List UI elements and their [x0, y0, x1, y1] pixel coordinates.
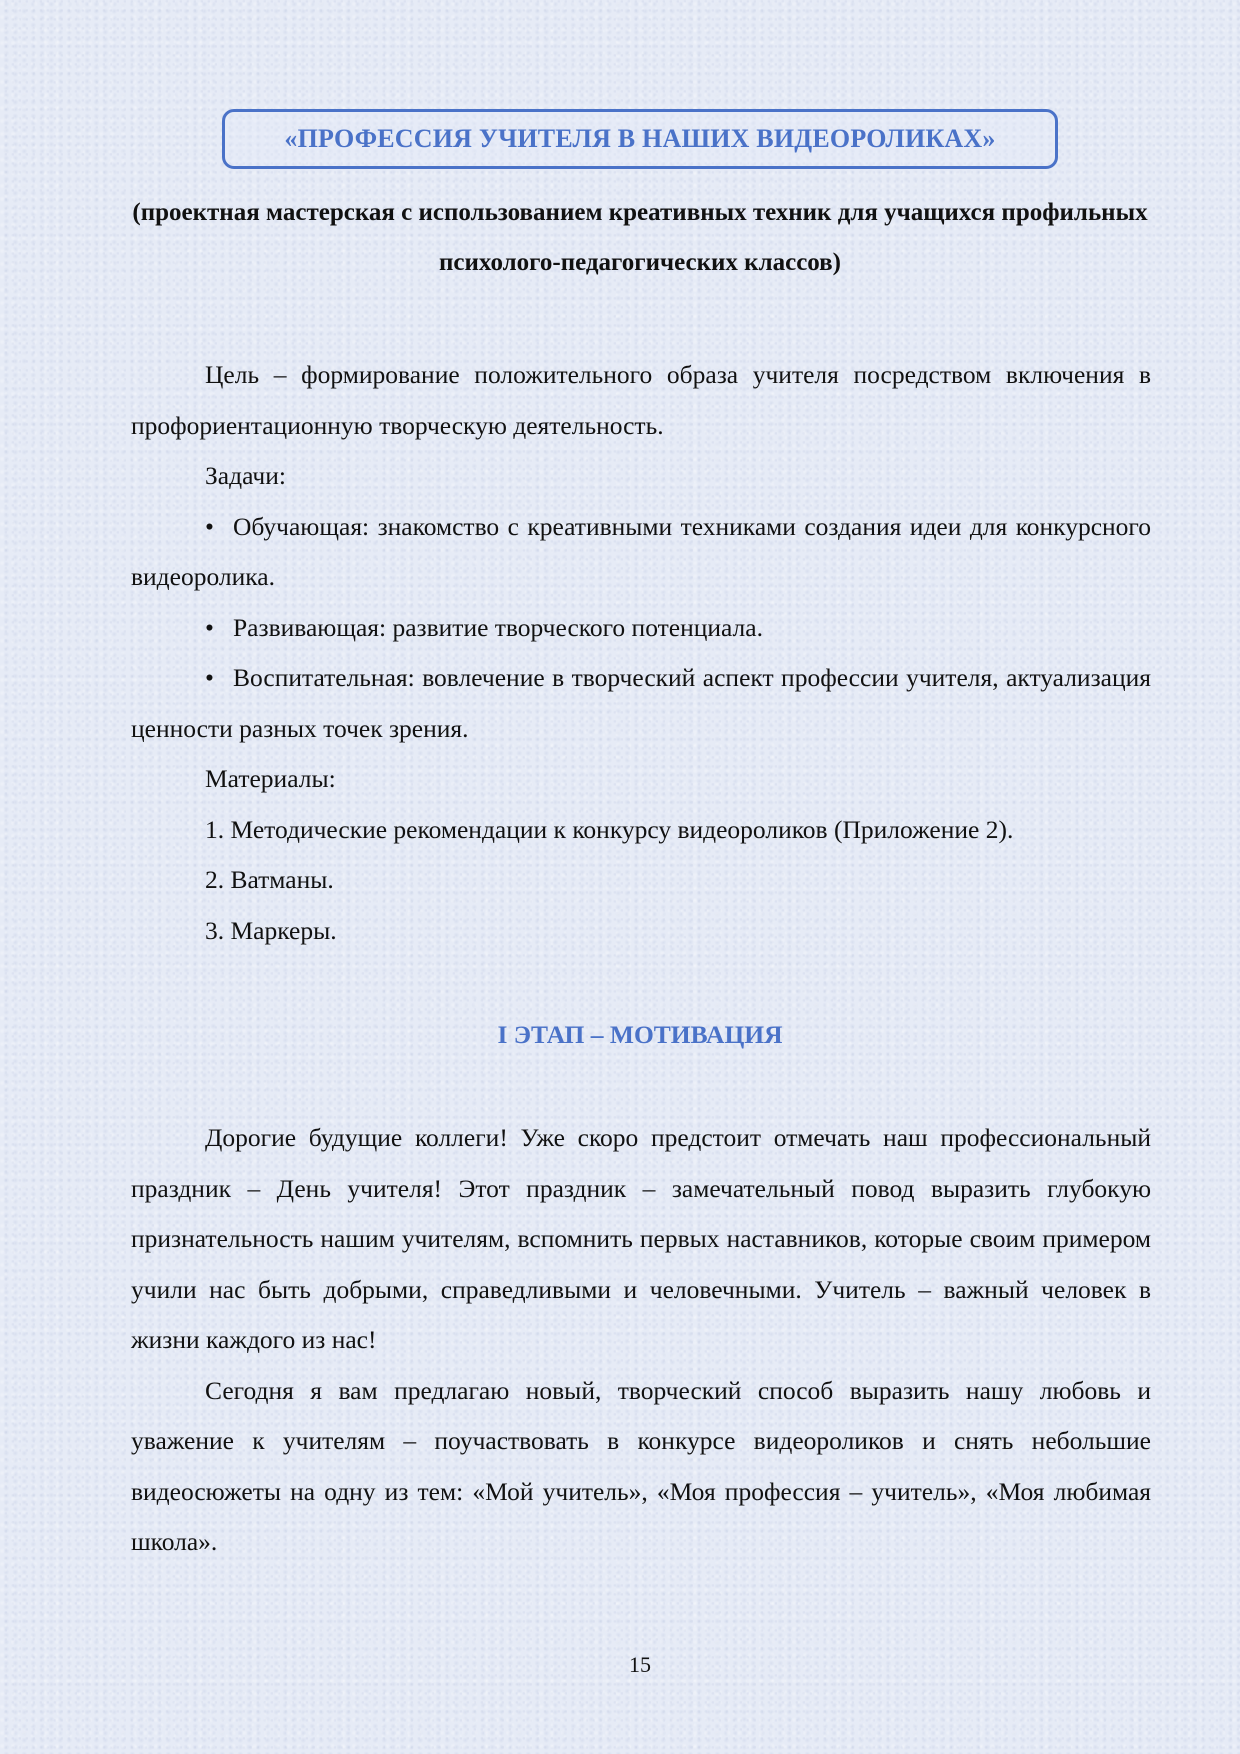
tasks-label: Задачи:: [205, 461, 286, 490]
task-item: [131, 603, 1151, 654]
goal-paragraph: Цель – формирование положительного образа учителя посредством включения в профориентационную творческую деятельность.: [131, 360, 1151, 440]
material-item: 2. Ватманы.: [205, 865, 334, 894]
task-item: [131, 653, 1151, 754]
task-text: Обучающая: знакомство с креативными техниками создания идеи для конкурсного видеоролика.: [131, 511, 1151, 591]
materials-label: Материалы:: [205, 764, 336, 793]
task-item: [131, 502, 1151, 603]
task-text: Развивающая: развитие творческого потенциала.: [233, 612, 763, 642]
document-title: «ПРОФЕССИЯ УЧИТЕЛЯ В НАШИХ ВИДЕОРОЛИКАХ»: [284, 124, 996, 153]
motivation-section: [131, 1113, 1151, 1568]
bullet-icon: •: [205, 511, 214, 541]
page-number: 15: [629, 1652, 651, 1677]
motivation-paragraph: Сегодня я вам предлагаю новый, творческий способ выразить нашу любовь и уважение к учителям – поучаствовать в конкурсе видеороликов и снять небольшие видеосюжеты на одну из тем: «Мой учитель», «Моя профессия – учитель», «Моя любимая школа».: [131, 1375, 1151, 1556]
motivation-paragraph: Дорогие будущие коллеги! Уже скоро предстоит отмечать наш профессиональный праздник – День учителя! Этот праздник – замечательный повод выразить глубокую признательность нашим учителям, вспомнить первых наставников, которые своим примером учили нас быть добрыми, справедливыми и человечными. Учитель – важный человек в жизни каждого из нас!: [131, 1123, 1151, 1354]
bullet-icon: •: [205, 612, 214, 642]
task-text: Воспитательная: вовлечение в творческий аспект профессии учителя, актуализация ценности разных точек зрения.: [131, 663, 1151, 743]
section-heading: I ЭТАП – МОТИВАЦИЯ: [497, 1020, 783, 1049]
title-frame: [222, 109, 1058, 169]
material-item: 1. Методические рекомендации к конкурсу видеороликов (Приложение 2).: [205, 814, 1014, 844]
bullet-icon: •: [205, 663, 214, 692]
intro-section: [131, 350, 1151, 956]
material-item: 3. Маркеры.: [205, 915, 337, 945]
document-subtitle: (проектная мастерская с использованием креативных техник для учащихся профильных психолого-педагогических классов): [132, 199, 1148, 276]
